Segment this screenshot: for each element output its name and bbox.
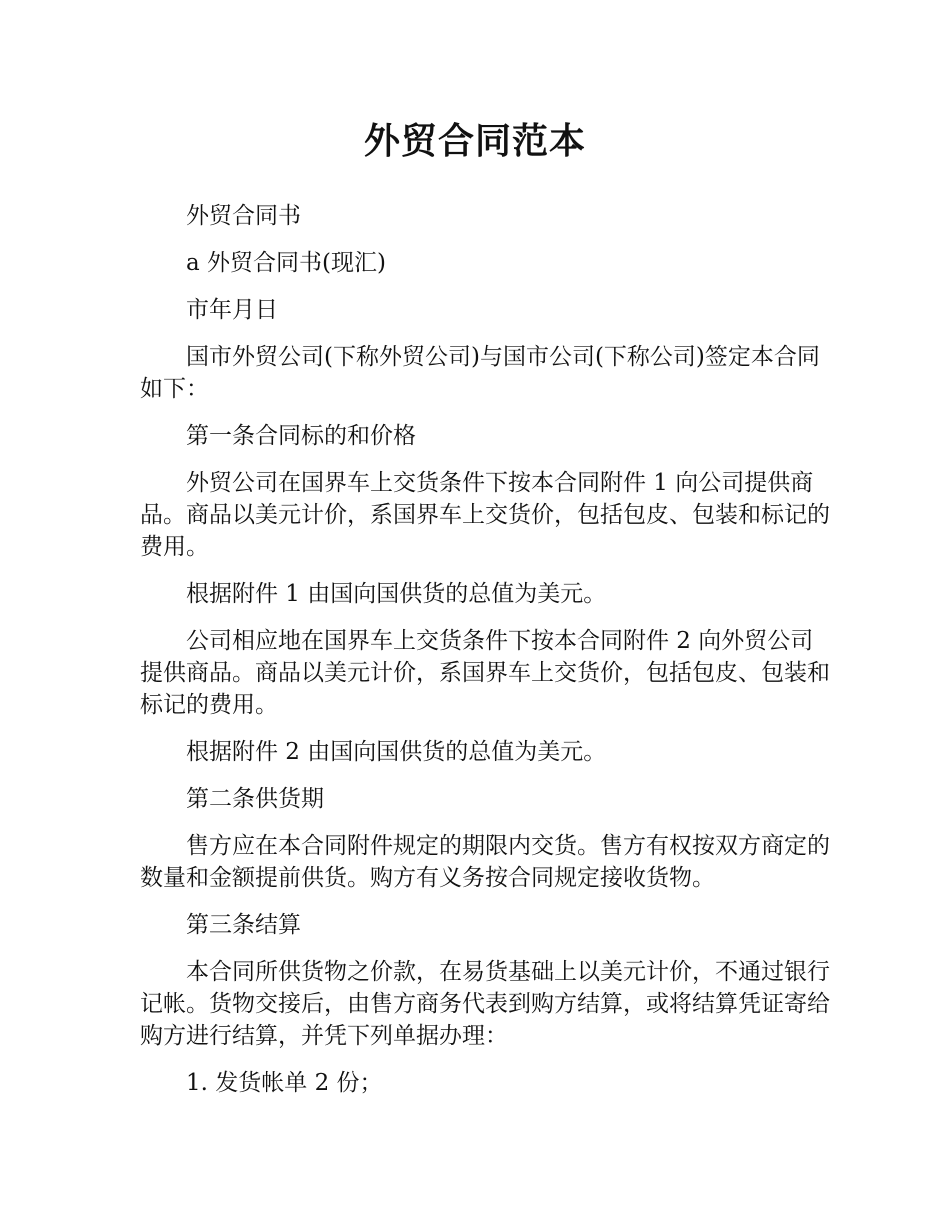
document-body	[140, 200, 830, 1114]
document-title: 外贸合同范本	[363, 121, 586, 162]
paragraph-article-1-clause-3: 公司相应地在国界车上交货条件下按本合同附件 2 向外贸公司提供商品。商品以美元计价，系国界车上交货价，包括包皮、包装和标记的费用。	[140, 628, 830, 718]
paragraph-article-1-clause-2: 根据附件 1 由国向国供货的总值为美元。	[186, 581, 607, 607]
paragraph-article-2-clause-1: 售方应在本合同附件规定的期限内交货。售方有权按双方商定的数量和金额提前供货。购方有义务按合同规定接收货物。	[140, 833, 830, 891]
paragraph-article-1-heading: 第一条合同标的和价格	[186, 423, 416, 449]
paragraph-contract-subtitle: a 外贸合同书(现汇)	[186, 250, 386, 276]
paragraph-article-1-clause-4: 根据附件 2 由国向国供货的总值为美元。	[186, 739, 607, 765]
paragraph-article-3-heading: 第三条结算	[186, 912, 301, 938]
paragraph-contract-heading: 外贸合同书	[186, 203, 301, 229]
paragraph-parties: 国市外贸公司(下称外贸公司)与国市公司(下称公司)签定本合同如下：	[140, 344, 820, 402]
paragraph-article-2-heading: 第二条供货期	[186, 786, 324, 812]
paragraph-date-line: 市年月日	[186, 297, 278, 323]
paragraph-article-1-clause-1: 外贸公司在国界车上交货条件下按本合同附件 1 向公司提供商品。商品以美元计价，系国界车上交货价，包括包皮、包装和标记的费用。	[140, 470, 830, 560]
paragraph-article-3-item-1: 1. 发货帐单 2 份；	[186, 1070, 383, 1096]
paragraph-article-3-clause-1: 本合同所供货物之价款，在易货基础上以美元计价，不通过银行记帐。货物交接后，由售方商务代表到购方结算，或将结算凭证寄给购方进行结算，并凭下列单据办理：	[140, 959, 830, 1049]
